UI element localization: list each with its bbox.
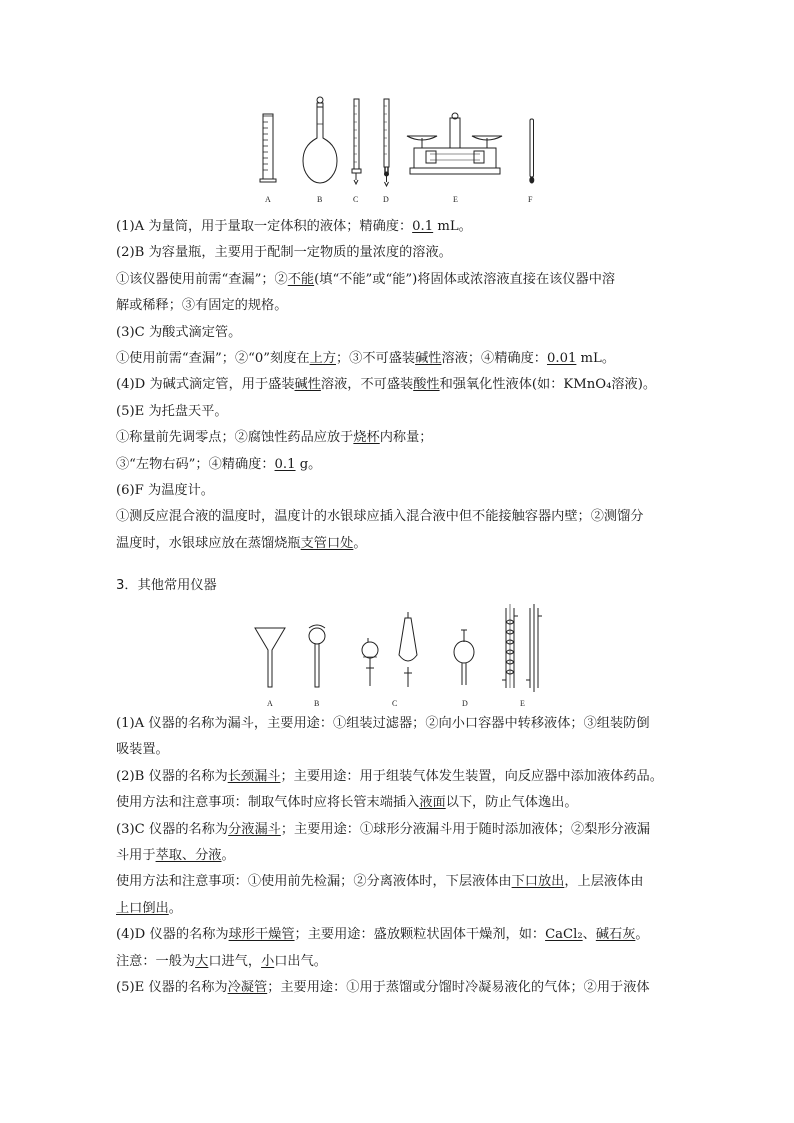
text-span: mL。 xyxy=(576,351,616,366)
text-line xyxy=(116,456,321,474)
fig1-label-b: B xyxy=(317,195,323,204)
answer-blank: 大 xyxy=(195,953,209,969)
fig1-label-f: F xyxy=(528,195,533,204)
text-span: ①测反应混合液的温度时，温度计的水银球应插入混合液中但不能接触容器内壁；②测馏分 xyxy=(116,509,644,525)
text-span: (1)A 为量筒，用于量取一定体积的液体；精确度： xyxy=(116,219,413,234)
text-span: 温度时，水银球应放在蒸馏烧瓶 xyxy=(116,535,301,551)
text-span: 斗用于 xyxy=(116,848,156,863)
text-span: ，上层液体由 xyxy=(564,874,644,890)
answer-blank: 不能 xyxy=(287,271,315,287)
text-span: 以下，防止气体逸出。 xyxy=(445,795,578,811)
graduated-cylinder-icon xyxy=(260,114,276,182)
text-span: ①该仪器使用前需“查漏”；② xyxy=(116,271,288,287)
text-span: 解或稀释；③有固定的规格。 xyxy=(116,298,288,314)
text-span: g。 xyxy=(295,456,322,472)
fig1-label-e: E xyxy=(453,195,458,204)
answer-blank: 碱石灰 xyxy=(595,927,636,943)
text-span: 、 xyxy=(582,927,596,943)
answer-blank: 萃取、分液 xyxy=(155,848,222,863)
text-span: (3)C 仪器的名称为 xyxy=(116,821,229,837)
answer-blank: CaCl₂ xyxy=(545,927,583,943)
text-span: 注意：一般为 xyxy=(116,953,196,969)
answer-blank: 0.1 xyxy=(412,219,434,234)
answer-blank: 烧杯 xyxy=(353,430,380,446)
answer-blank: 碱性 xyxy=(294,377,321,393)
text-span: ；主要用途：①用于蒸馏或分馏时冷凝易液化的气体；②用于液体 xyxy=(267,980,650,995)
text-span: (5)E 为托盘天平。 xyxy=(116,403,228,419)
text-span: 内称量； xyxy=(379,430,433,446)
text-span: ；主要用途：用于组装气体发生装置，向反应器中添加液体药品。 xyxy=(280,768,663,784)
text-span: mL。 xyxy=(433,219,472,234)
text-line xyxy=(116,535,367,553)
text-span: 吸装置。 xyxy=(116,742,169,758)
fig2-label-a: A xyxy=(267,699,273,708)
answer-blank: 长颈漏斗 xyxy=(227,768,281,784)
text-span: (2)B 仪器的名称为 xyxy=(116,768,228,784)
text-line xyxy=(116,926,649,944)
text-span: ①称量前先调零点；②腐蚀性药品应放于 xyxy=(116,430,354,446)
answer-blank: 下口放出 xyxy=(511,874,565,890)
drying-tube-icon xyxy=(454,630,474,685)
text-span: (6)F 为温度计。 xyxy=(116,483,214,498)
text-span: (2)B 为容量瓶，主要用于配制一定物质的量浓度的溶液。 xyxy=(116,245,452,261)
text-line xyxy=(116,715,650,733)
text-line xyxy=(116,847,235,865)
answer-blank: 上方 xyxy=(309,351,336,366)
answer-blank: 上口倒出 xyxy=(116,900,169,916)
fig2-label-d: D xyxy=(462,699,468,708)
text-span: 使用方法和注意事项：制取气体时应将长管末端插入 xyxy=(116,795,420,811)
text-span: ；③不可盛装 xyxy=(335,351,416,366)
text-span: 和强氧化性液体(如：KMnO₄溶液)。 xyxy=(439,377,657,393)
text-span: (1)A 仪器的名称为漏斗，主要用途：①组装过滤器；②向小口容器中转移液体；③组装防倒 xyxy=(116,716,650,731)
condenser-icon xyxy=(502,604,542,692)
text-line xyxy=(116,429,433,447)
text-span: 。 xyxy=(168,900,182,916)
answer-blank: 0.01 xyxy=(546,351,577,366)
text-span: 。 xyxy=(221,848,235,863)
text-line xyxy=(116,873,644,891)
text-line xyxy=(116,953,327,971)
figure-instruments-2 xyxy=(245,600,555,712)
text-span: 口进气， xyxy=(208,953,262,969)
balance-icon xyxy=(407,113,502,174)
answer-blank: 冷凝管 xyxy=(227,980,268,995)
text-span: ①使用前需“查漏”；②“0”刻度在 xyxy=(116,351,310,366)
acid-burette-icon xyxy=(352,99,361,184)
text-line xyxy=(116,218,472,236)
fig1-label-c: C xyxy=(353,195,359,204)
text-span: 溶液；④精确度： xyxy=(441,351,547,366)
figure-instruments-1 xyxy=(250,94,550,206)
fig2-label-e: E xyxy=(520,699,525,708)
answer-blank: 球形干燥管 xyxy=(228,927,295,943)
answer-blank: 碱性 xyxy=(415,351,442,366)
text-span: ③“左物右码”；④精确度： xyxy=(116,456,275,472)
text-span: (3)C 为酸式滴定管。 xyxy=(116,324,242,340)
text-line xyxy=(116,900,182,918)
text-line xyxy=(116,768,663,786)
text-span: ；主要用途：①球形分液漏斗用于随时添加液体；②梨形分液漏 xyxy=(280,821,651,837)
base-burette-icon xyxy=(384,99,389,186)
answer-blank: 小 xyxy=(261,953,275,969)
answer-blank: 支管口处 xyxy=(300,535,354,551)
long-neck-funnel-icon xyxy=(309,625,325,687)
text-span: 使用方法和注意事项：①使用前先检漏；②分离液体时，下层液体由 xyxy=(116,874,512,890)
text-line xyxy=(116,350,615,368)
text-line xyxy=(116,324,241,342)
text-line xyxy=(116,979,650,997)
text-line xyxy=(116,403,228,421)
text-span: 。 xyxy=(635,927,649,943)
answer-blank: 酸性 xyxy=(413,377,440,393)
text-line xyxy=(116,508,644,526)
fig1-label-a: A xyxy=(265,195,271,204)
text-line xyxy=(116,297,287,315)
text-line xyxy=(116,821,650,839)
fig2-label-b: B xyxy=(314,699,320,708)
text-span: (填“不能”或“能”)将固体或浓溶液直接在该仪器中溶 xyxy=(314,271,616,287)
text-line xyxy=(116,794,578,812)
funnel-icon xyxy=(255,628,285,687)
fig2-label-c: C xyxy=(392,699,398,708)
answer-blank: 液面 xyxy=(419,795,446,811)
text-span: 溶液，不可盛装 xyxy=(320,377,414,393)
separatory-funnel-icon xyxy=(362,612,417,687)
answer-blank: 分液漏斗 xyxy=(228,821,281,837)
text-span: 口出气。 xyxy=(274,953,327,969)
text-line xyxy=(116,376,656,394)
text-line xyxy=(116,244,452,262)
text-span: (4)D 为碱式滴定管，用于盛装 xyxy=(116,377,295,393)
text-span: (5)E 仪器的名称为 xyxy=(116,980,228,995)
answer-blank: 0.1 xyxy=(274,456,296,472)
thermometer-icon xyxy=(530,119,534,183)
volumetric-flask-icon xyxy=(303,97,337,183)
text-line xyxy=(116,271,615,289)
text-span: (4)D 仪器的名称为 xyxy=(116,927,229,943)
section-heading-3: 3．其他常用仪器 xyxy=(116,578,217,593)
text-line xyxy=(116,482,214,500)
text-line xyxy=(116,741,169,759)
fig1-label-d: D xyxy=(383,195,389,204)
text-span: 。 xyxy=(353,535,367,551)
text-span: ；主要用途：盛放颗粒状固体干燥剂，如： xyxy=(294,927,546,943)
